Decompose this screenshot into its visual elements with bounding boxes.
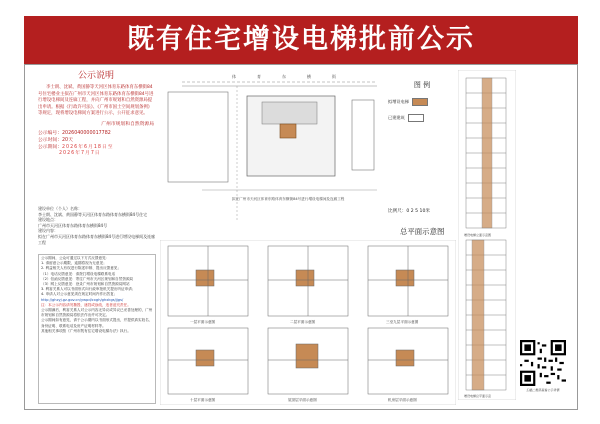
street-label-2: 育: [257, 74, 261, 79]
notice-period-row: 公示期间：2026年6月18日至: [38, 144, 114, 150]
requirement-item: （3）网上反馈意见：登录广州市规划和自然资源局网站: [41, 282, 130, 287]
warning-note: 注：本公示内容请勿撕毁、遮挡或涂改，违者追究责任。: [41, 302, 131, 307]
legend-swatch-existing: [408, 114, 424, 122]
requirement-more: 公示期满后，利害关系人对公示内容无异议或异议已妥善处理的，广州市规划和自然资源局将依法作出许可决定。: [41, 308, 153, 318]
street-label-4: 横: [307, 74, 311, 79]
floorplan-label: 屋顶层平面示意图: [288, 398, 317, 402]
legend-item-existing: [388, 114, 456, 122]
requirements-head: 公示期间，公众可通过以下方式反馈意见：: [41, 256, 110, 260]
notice-signer: 广州市规划和自然资源局: [101, 121, 154, 127]
elevation-title: 增设电梯立面示意图: [464, 233, 492, 237]
floor-plans-sheet: [160, 240, 456, 405]
content-label: 建设内容：: [38, 228, 58, 234]
page-title-banner: [24, 16, 578, 64]
floorplan-label: 三至九层平面示意图: [386, 320, 419, 324]
requirements-box: [38, 254, 156, 404]
site-plan-title: 总平面示意图: [400, 227, 445, 236]
legend: [388, 80, 456, 122]
requirement-more: 公示期间如有意见，请于公示期内以书面形式提出，并提供真实姓名、身份证明、联系电话及房产证明材料等。: [41, 318, 153, 328]
notice-meta: [38, 131, 154, 158]
location-label: 建设地点：: [38, 217, 58, 223]
notice-body: 李士朗、沈斌、黄国静等天河区体育东路体育东横街84号住宅楼业主拟在广州市天河区体育东路体育东横街84号进行增设电梯间及连廊工程，并向广州市规划和自然资源局提出申请。根据《行政许可法》、《广州市国土空间规划条例》等规定，现将增设电梯间方案进行公示，公开征求意见。: [38, 85, 154, 117]
elevator-addition: [280, 124, 296, 138]
elevation-drawings: [458, 70, 516, 400]
applicant-info: [38, 206, 156, 245]
requirement-item: 3. 利害关系人可以书面形式向行政审批机关提出听证申请；: [41, 287, 136, 292]
notice-duration-row: 公示时间：20天: [38, 137, 73, 143]
notice-period-end-row: 2026年7月7日: [59, 151, 101, 157]
requirement-item: 1. 请留意公示期限，逾期将视为无意见；: [41, 261, 107, 266]
hatched-area: [262, 102, 317, 124]
floorplan-label: 十层平面示意图: [190, 398, 216, 402]
applicant-label: 建设单位（个人）名称：: [38, 206, 82, 211]
requirement-item: （2）信函反馈意见：寄往广州市天河区规划和自然资源局: [41, 276, 134, 281]
legend-item-elevator: [388, 98, 456, 106]
legend-item-label: 已建建筑: [388, 115, 405, 120]
content-value: 拟在广州市天河区体育东路体育东横街84号进行增设电梯间及连廊工程: [38, 233, 156, 245]
elevation-note: 增设电梯总平面示意: [464, 394, 492, 398]
location-value: 广州市天河区体育东路体育东横街84号: [38, 222, 108, 228]
floorplan-label: 一层平面示意图: [190, 320, 216, 324]
page-title: 既有住宅增设电梯批前公示: [127, 24, 475, 55]
legend-title: 图 例: [413, 81, 431, 89]
legend-swatch-elevator: [412, 98, 428, 106]
requirement-item: 4. 申请人对公示意见须在规定时间内作出答复；: [41, 292, 118, 297]
floorplan-label: 机房层平面示意图: [388, 398, 417, 402]
floorplan-label: 二层平面示意图: [290, 320, 316, 324]
qr-caption: 扫描二维码查看公示详情: [526, 388, 560, 392]
scale-bar: 比例尺：0 2 5 10米: [388, 209, 430, 214]
applicant-name: 李士朗、沈斌、黄国静等天河区体育东路体育东横街84号住宅: [38, 211, 148, 217]
requirement-item: 2. 利益相关人有权进行陈述申辩、提出反馈意见；: [41, 266, 122, 271]
site-caption: 拟在广州市天河区体育东路体育东横街84号进行增设电梯间及连廊工程: [232, 197, 345, 201]
notice-title: 公示说明: [77, 71, 114, 81]
requirement-item: （1）电话反馈意见：请拨打增设电梯联系电话: [41, 271, 116, 276]
website-link[interactable]: http://ghzyj.gz.gov.cn/ywpd/cxgh/ghxkgs/jjgs/: [41, 297, 124, 302]
street-label-1: 体: [232, 74, 236, 79]
notice-number-row: 公示编号：2026040000017782: [38, 130, 111, 136]
legend-item-label: 拟增设电梯: [388, 99, 409, 104]
qr-code[interactable]: [520, 340, 566, 386]
street-label-3: 东: [282, 74, 286, 79]
requirement-more: 其他相关事项按《广州市既有住宅增设电梯办法》执行。: [41, 328, 131, 333]
street-label-5: 街: [332, 74, 336, 79]
